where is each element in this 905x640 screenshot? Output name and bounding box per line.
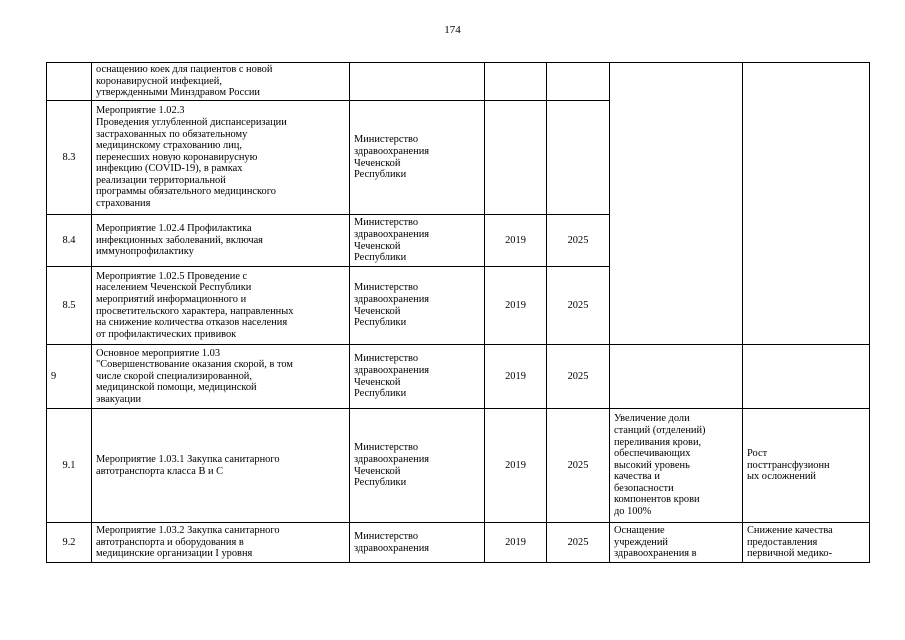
row-number: 8.5 [47,267,92,345]
start-year: 2019 [485,345,547,409]
start-year: 2019 [485,215,547,267]
indicator [743,345,870,409]
expected-result [610,345,743,409]
end-year [547,101,610,215]
executor: Министерство здравоохранения Чеченской Республики [350,409,485,523]
row-number: 8.4 [47,215,92,267]
end-year [547,63,610,101]
indicator: Снижение качества предоставления первичной медико- [743,523,870,563]
table-row [47,63,870,101]
table-row [47,409,870,523]
row-number: 9 [47,345,92,409]
executor: Министерство здравоохранения Чеченской Республики [350,101,485,215]
executor [350,63,485,101]
start-year: 2019 [485,267,547,345]
row-number: 9.1 [47,409,92,523]
end-year: 2025 [547,345,610,409]
table-row [47,523,870,563]
start-year [485,101,547,215]
table-row [47,345,870,409]
event-name: Основное мероприятие 1.03 "Совершенствование оказания скорой, в том числе скорой специализированной, медицинской помощи, медицинской эвакуации [92,345,350,409]
row-number: 8.3 [47,101,92,215]
indicator-merged [743,63,870,345]
page-number: 174 [444,24,461,36]
expected-result-merged [610,63,743,345]
end-year: 2025 [547,215,610,267]
row-number: 9.2 [47,523,92,563]
indicator: Рост посттрансфузионн ых осложнений [743,409,870,523]
end-year: 2025 [547,523,610,563]
end-year: 2025 [547,409,610,523]
end-year: 2025 [547,267,610,345]
expected-result: Оснащение учреждений здравоохранения в [610,523,743,563]
row-number [47,63,92,101]
start-year: 2019 [485,409,547,523]
expected-result: Увеличение доли станций (отделений) переливания крови, обеспечивающих высокий уровень качества и безопасности компонентов крови до 100% [610,409,743,523]
event-name: Мероприятие 1.02.4 Профилактика инфекционных заболеваний, включая иммунопрофилактику [92,215,350,267]
start-year [485,63,547,101]
executor: Министерство здравоохранения Чеченской Республики [350,345,485,409]
event-name: оснащению коек для пациентов с новой коронавирусной инфекцией, утвержденными Минздравом России [92,63,350,101]
start-year: 2019 [485,523,547,563]
executor: Министерство здравоохранения Чеченской Республики [350,267,485,345]
executor: Министерство здравоохранения [350,523,485,563]
executor: Министерство здравоохранения Чеченской Республики [350,215,485,267]
event-name: Мероприятие 1.03.1 Закупка санитарного автотранспорта класса В и С [92,409,350,523]
program-events-table [46,62,870,563]
event-name: Мероприятие 1.02.5 Проведение с населением Чеченской Республики мероприятий информационного и просветительского характера, направленных на снижение количества отказов населения от профилактических прививок [92,267,350,345]
event-name: Мероприятие 1.03.2 Закупка санитарного автотранспорта и оборудования в медицинские организации I уровня [92,523,350,563]
event-name: Мероприятие 1.02.3 Проведения углубленной диспансеризации застрахованных по обязательному медицинскому страхованию лиц, перенесших новую коронавирусную инфекцию (COVID-19), в рамках реализации территориальной программы обязательного медицинского страхования [92,101,350,215]
